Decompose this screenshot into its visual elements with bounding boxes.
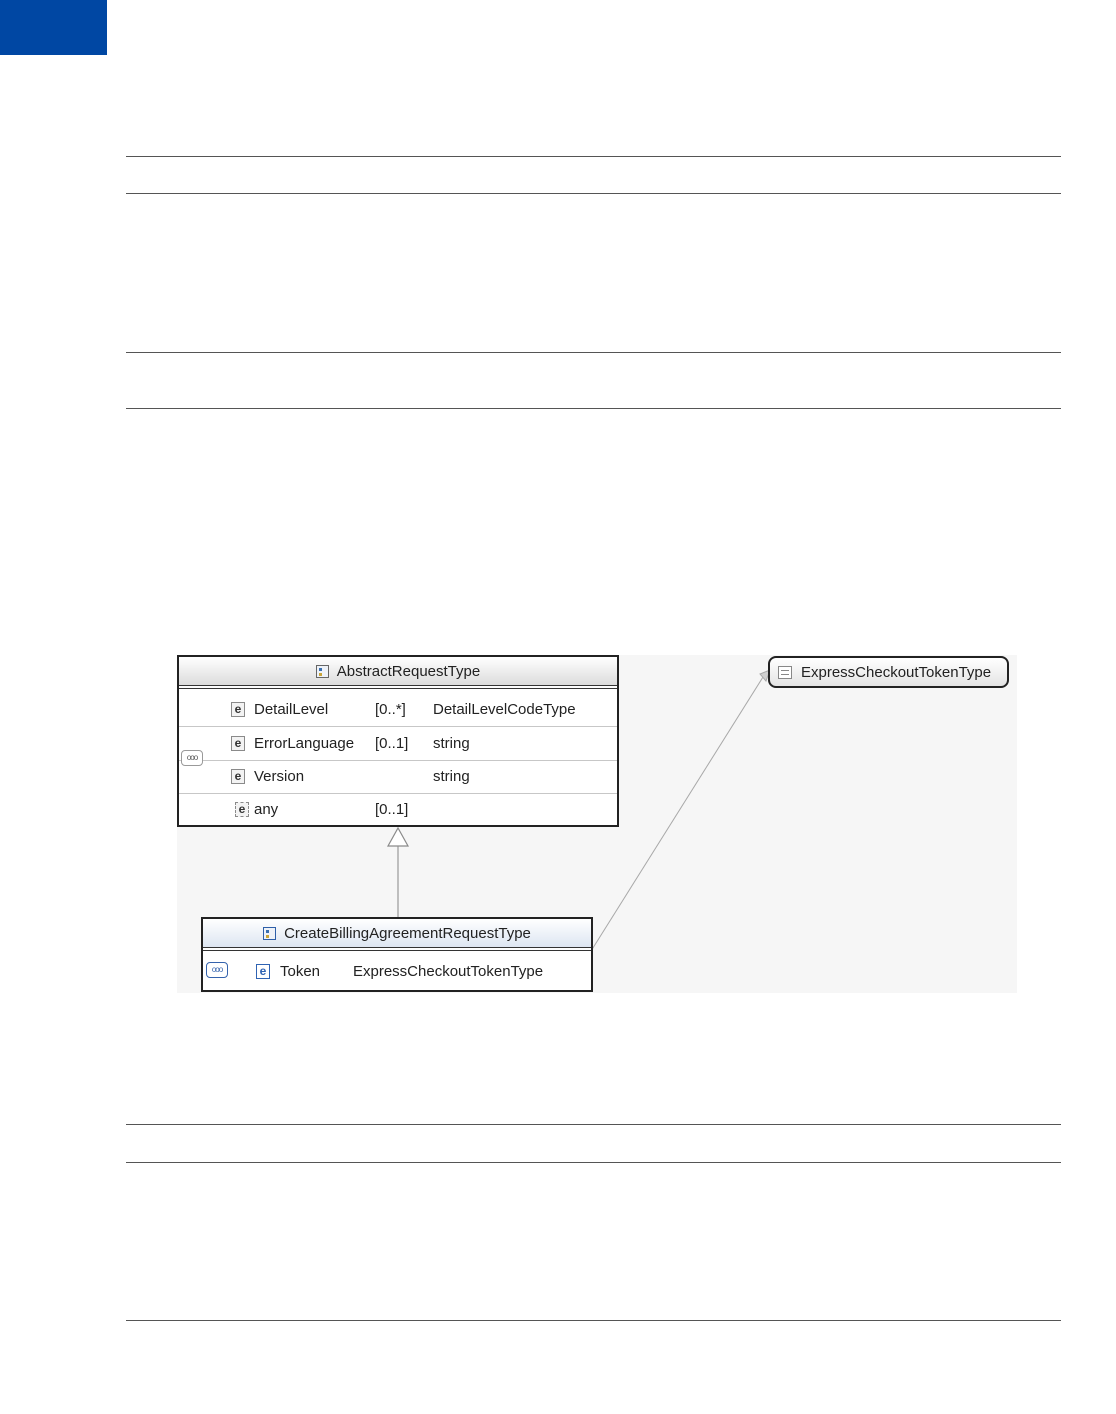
corner-block [0,0,107,55]
express-checkout-token-type-name: ExpressCheckoutTokenType [801,663,992,681]
element-row-token [203,955,591,988]
element-type: string [433,735,470,752]
abstract-request-type-header [179,657,617,689]
element-icon: e [231,769,245,784]
element-row-detail-level [179,693,617,727]
create-billing-agreement-request-type-header [203,919,591,951]
element-icon: e [256,964,270,979]
element-name: ErrorLanguage [254,735,355,752]
element-row-any [179,793,617,826]
element-icon: e [231,736,245,751]
sequence-icon: ooo [181,750,203,766]
create-billing-agreement-request-type-box [201,917,593,992]
rule-mid-1 [126,352,1061,353]
element-name: DetailLevel [254,701,329,718]
rule-bottom-3 [126,1320,1061,1321]
element-type: DetailLevelCodeType [433,701,576,718]
complex-type-icon [316,665,329,678]
element-name: Token [280,963,321,980]
abstract-request-type-name: AbstractRequestType [336,662,481,680]
element-type: string [433,768,470,785]
element-cardinality: [0..1] [375,735,409,752]
any-element-icon: e [235,802,249,817]
element-name: any [254,801,279,818]
element-type: ExpressCheckoutTokenType [353,963,544,980]
rule-top-1 [126,156,1061,157]
rule-bottom-1 [126,1124,1061,1125]
rule-top-2 [126,193,1061,194]
abstract-request-type-box [177,655,619,827]
complex-type-icon [263,927,276,940]
element-name: Version [254,768,305,785]
element-cardinality: [0..*] [375,701,406,718]
element-row-error-language [179,727,617,761]
element-cardinality: [0..1] [375,801,409,818]
sequence-icon: ooo [206,962,228,978]
express-checkout-token-type-box [768,656,1009,688]
element-row-version [179,760,617,794]
rule-mid-2 [126,408,1061,409]
simple-type-icon [778,666,792,679]
rule-bottom-2 [126,1162,1061,1163]
element-icon: e [231,702,245,717]
create-billing-agreement-request-type-name: CreateBillingAgreementRequestType [284,924,531,942]
